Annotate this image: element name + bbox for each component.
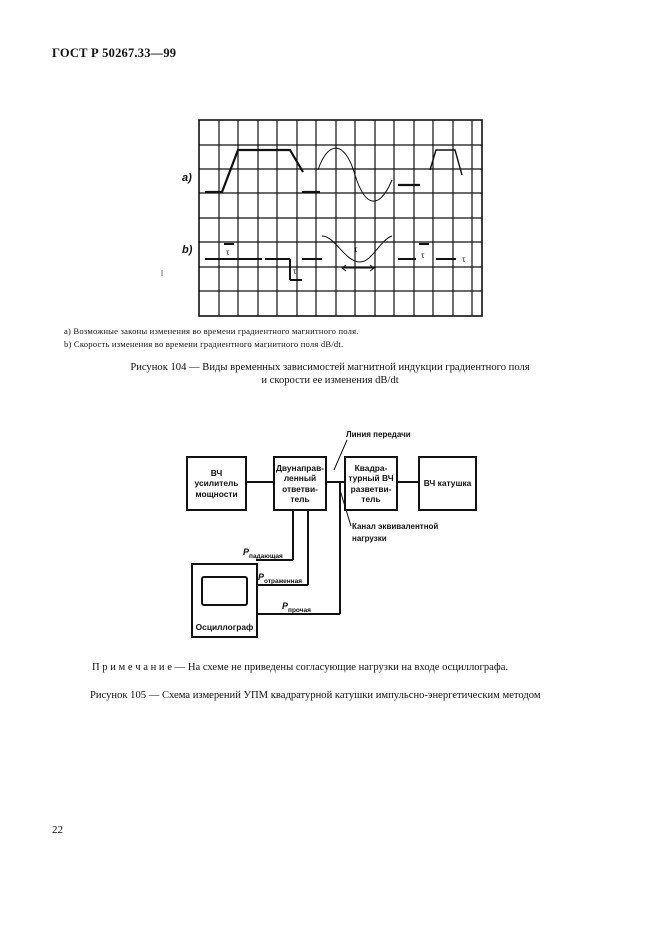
figure-105-note: П р и м е ч а н и е — На схеме не приведены согласующие нагрузки на входе осциллографа.: [92, 662, 509, 673]
waveform-a-trapezoid: [205, 150, 303, 192]
waveform-a-third: [430, 150, 462, 175]
load-channel-label-1: Канал эквивалентной: [352, 522, 439, 531]
document-code: ГОСТ Р 50267.33—99: [52, 46, 177, 60]
transmission-line-label: Линия передачи: [346, 430, 411, 439]
p-forward-label: $P_{падающая}$: [243, 547, 283, 560]
oscilloscope-box: [191, 563, 258, 638]
rf-coil-box: ВЧ катушка: [418, 456, 477, 511]
figure-104-title-line1: Рисунок 104 — Виды временных зависимостей магнитной индукции градиентного поля: [130, 362, 530, 373]
directional-coupler-box: Двунаправ-ленный ответви-тель: [273, 456, 327, 511]
subfigure-b-label: b): [182, 244, 193, 256]
tau-label-5: τ: [462, 254, 466, 264]
tau-label-3: τ: [354, 244, 358, 254]
p-reflected-label: $P_{отраженная}$: [258, 572, 302, 585]
figure-104-title-line2: и скорости ее изменения dB/dt: [261, 375, 399, 386]
oscilloscope-screen-icon: [201, 576, 248, 606]
page-number: 22: [52, 824, 63, 836]
load-channel-label-2: нагрузки: [352, 534, 387, 543]
tau-label-2: τ: [293, 266, 297, 276]
caption-b: b) Скорость изменения во времени градиентного магнитного поля dB/dt.: [64, 339, 344, 349]
caption-a: а) Возможные законы изменения во времени градиентного магнитного поля.: [64, 326, 359, 336]
tau-label-4: τ: [421, 250, 425, 260]
figure-105-title: Рисунок 105 — Схема измерений УПМ квадратурной катушки импульсно-энергетическим методом: [90, 690, 541, 701]
tau-label-1: τ: [226, 247, 230, 257]
waveform-b: [205, 244, 456, 280]
quadrature-splitter-box: Квадра-турный ВЧ разветви-тель: [344, 456, 398, 511]
rf-amplifier-box: ВЧ усилитель мощности: [186, 456, 247, 511]
oscilloscope-label: Осциллограф: [195, 622, 254, 632]
subfigure-a-label: a): [182, 172, 192, 184]
p-through-label: $P_{прочая}$: [282, 601, 311, 614]
